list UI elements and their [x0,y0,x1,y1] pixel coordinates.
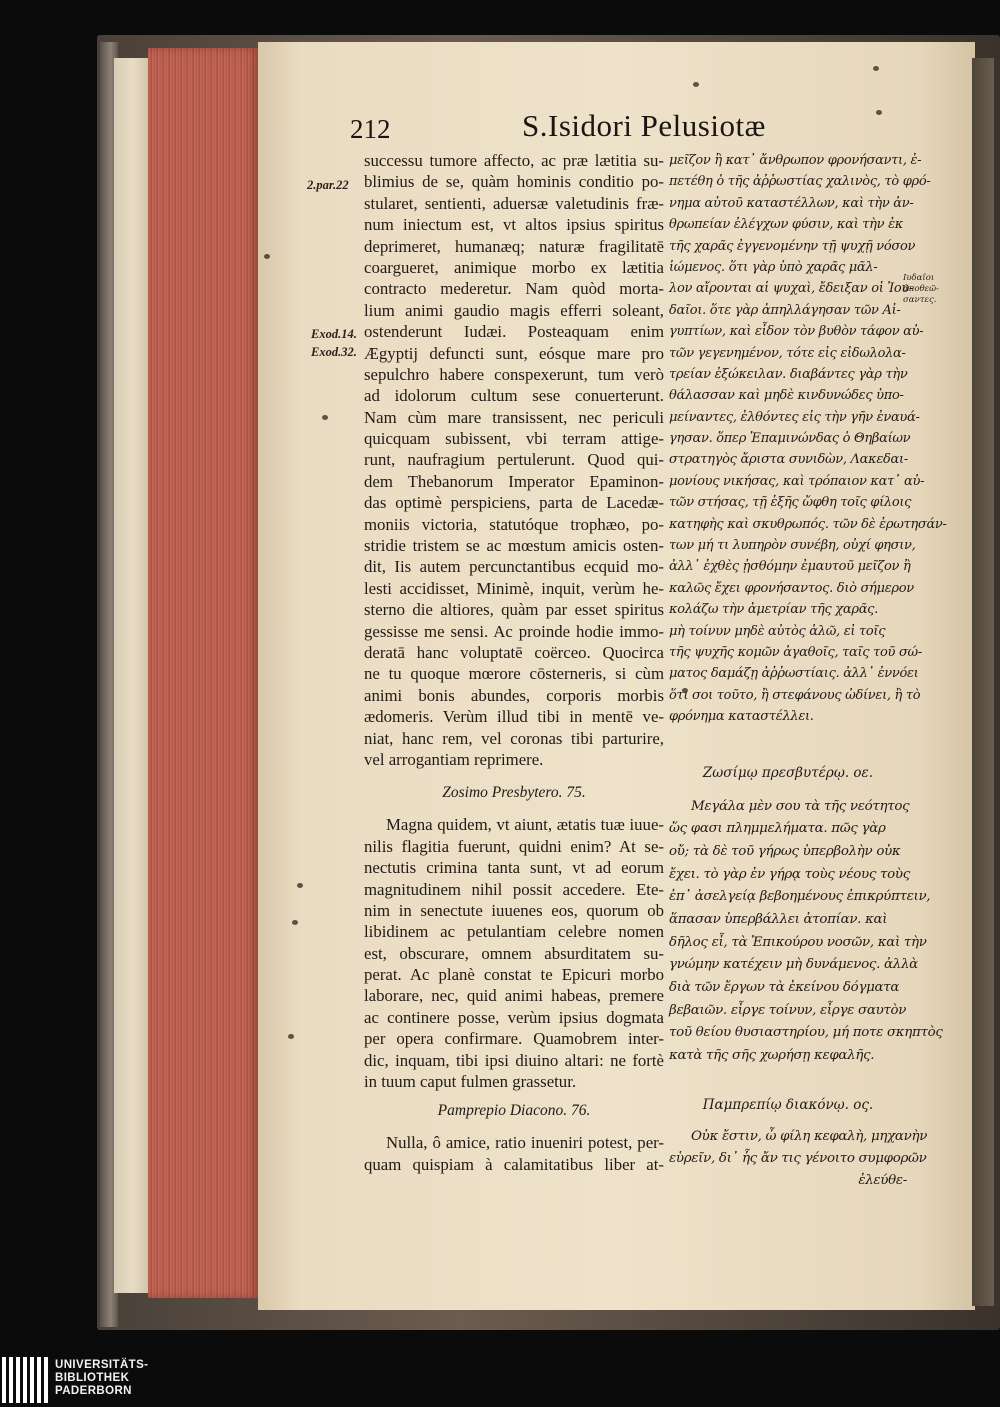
text-line: ἀλλ᾿ ἐχθὲς ᾐσθόμην ἐμαυτοῦ μεῖζον ἢ [669,559,911,575]
text-line: διὰ τῶν ἔργων τὰ ἐκείνου δόγματα [669,980,900,996]
text-line: blimius de se, quàm hominis conditio po- [364,172,664,192]
text-line: Magna quidem, vt aiunt, ætatis tuæ iuue- [386,815,664,835]
text-line: ostenderunt Iudæi. Posteaquam enim [364,322,664,342]
text-line: animi bonis abundes, corporis morbis [364,685,664,705]
text-line: stridie tristem se ac mœstum amicis osten- [364,536,664,556]
text-line: των μή τι λυπηρὸν συνέβη, οὐχί φησιν, [669,538,916,554]
text-line: ædomeris. Verùm illud tibi in mentē ve- [364,707,664,727]
front-pastedown [114,58,152,1293]
text-line: in tuum caput fulmen grassetur. [364,1072,577,1092]
latin-letter-74-end [364,150,664,770]
text-line: πετέθη ὁ τῆς ἀῤῥωστίας χαλινὸς, τὸ φρό- [669,174,931,190]
text-line: coargueret, animique morbo ex lætitia [364,257,664,277]
logo-line: BIBLIOTHEK [55,1372,130,1384]
text-line: deprimeret, humanæq; naturæ fragilitatē [364,236,664,256]
text-line: κολάζω τὴν ἀμετρίαν τῆς χαρᾶς. [669,602,878,618]
text-line: τῆς χαρᾶς ἐγγενομένην τῇ ψυχῇ νόσον [669,238,916,254]
text-line: nilis flagitia fuerunt, quidni enim? At se- [364,836,664,856]
text-line: per opera confirmare. Quamobrem inter- [364,1029,664,1049]
text-line: θάλασσαν καὶ μηδὲ κινδυνώδες ὑπο- [669,388,904,404]
text-line: perat. Ac planè constat te Epicuri morbo [364,965,664,985]
logo-line: PADERBORN [55,1385,132,1397]
text-line: μὴ τοίνυν μηδὲ αὐτὸς ἀλῶ, εἰ τοῖς [669,623,886,639]
text-line: ἐλεύθε- [858,1172,907,1188]
text-line: Ægyptij defuncti sunt, eósque mare pro [364,343,664,363]
letter-heading: Pamprepio Diacono. 76. [437,1102,591,1120]
greek-margin-line: ἀποθεῶ- [903,284,939,294]
running-head [350,108,780,148]
text-line: contracto mederetur. Nam quòd morta- [364,279,664,299]
text-line: deratā hanc voluptatē coërceo. Quocirca [364,642,664,662]
text-line: ἰώμενος. ὅτι γὰρ ὑπὸ χαρᾶς μᾶλ- [669,259,878,275]
text-line: est, obscurare, omnem absurditatem su- [364,943,664,963]
text-line: nim in senectute iuuenes eos, quorum ob [364,900,664,920]
latin-letter-75 [364,814,664,1092]
text-line: ματος δαμάζῃ ἀῤῥωστίαις. ἀλλ᾿ ἐννόει [669,666,919,682]
library-logo-icon [2,1357,50,1403]
margin-note: Exod.14. [311,327,357,341]
text-line: εὑρεῖν, δι᾿ ἧς ἄν τις γένοιτο συμφορῶν [669,1150,927,1166]
text-line: runt, naufragium pertulerunt. Quod qui- [364,450,664,470]
cover-board-right [972,58,994,1306]
text-line: μονίους νικήσας, καὶ τρόπαιον κατ᾿ αὐ- [669,473,925,489]
text-line: dit, Iis autem percunctantibus ecquid mo- [364,557,664,577]
text-line: δῆλος εἶ, τὰ Ἐπικούρου νοσῶν, καὶ τὴν [669,934,927,950]
text-line: vel arrogantiam reprimere. [364,749,544,769]
red-page-edges [148,48,260,1298]
text-line: ὥς φασι πλημμελήματα. πῶς γὰρ [669,821,886,837]
text-line: laborare, nec, quid animi habeas, premere [364,986,664,1006]
greek-letter-75 [669,796,943,1068]
text-line: dem Thebanorum Imperator Epaminon- [364,471,664,491]
text-line: dic, inquam, tibi ipsi diuino altari: ne fortè [364,1050,664,1070]
library-logo-text [55,1359,148,1398]
text-line: libidinem ac petulantiam celebre nomen [364,922,664,942]
text-line: τῶν στήσας, τῇ ἑξῆς ὤφθη τοῖς φίλοις [669,495,912,511]
text-line: κατηφὴς καὶ σκυθρωπός. τῶν δὲ ἐρωτησάν- [669,516,947,532]
worm-hole [292,920,298,925]
text-line: Nam cùm mare transissent, nec periculi [364,407,664,427]
text-line: magnitudinem nihil possit accedere. Ete- [364,879,664,899]
page-title: S.Isidori Pelusiotæ [522,108,766,143]
greek-letter-76 [669,1126,928,1192]
text-line: successu tumore affecto, ac præ lætitia su- [364,151,664,170]
text-line: φρόνημα καταστέλλει. [669,709,814,725]
text-line: νημα αὐτοῦ καταστέλλων, καὶ τὴν ἀν- [669,195,914,211]
text-line: οὔ; τὰ δὲ τοῦ γήρως ὑπερβολὴν οὐκ [669,843,901,859]
text-line: lesti accidisset, Minimè, inquit, verùm he- [364,578,664,598]
greek-margin-line: σαντες. [903,295,937,305]
letter-heading: Zosimo Presbytero. 75. [442,784,586,802]
text-line: στρατηγὸς ἄριστα συνιδὼν, Λακεδαι- [669,452,908,468]
text-line: ac continere posse, verùm ipsius dogmata [364,1007,664,1027]
text-line: δαῖοι. ὅτε γὰρ ἀπηλλάγησαν τῶν Αἰ- [669,302,901,318]
worm-hole [288,1034,294,1039]
text-line: das optimè perspiciens, parta de Lacedæ- [364,493,664,513]
logo-line: UNIVERSITÄTS- [55,1359,149,1371]
latin-letter-76 [364,1132,664,1175]
text-line: Nulla, ô amice, ratio inueniri potest, per- [386,1133,664,1153]
text-line: γνώμην κατέχειν μὴ δυνάμενος. ἀλλὰ [669,957,918,973]
text-line: ὅτι σοι τοῦτο, ἢ στεφάνους ὠδίνει, ἢ τὸ [669,687,921,703]
text-line: ἔχει. τὸ γὰρ ἐν γήρᾳ τοὺς νέους τοὺς [669,866,910,882]
latin-column [364,150,664,1175]
worm-hole [297,883,303,888]
text-line: Οὐκ ἔστιν, ὦ φίλη κεφαλὴ, μηχανὴν [691,1128,928,1144]
text-line: sepulchro habere conspexerunt, tum verò [364,364,664,384]
text-line: moniis victoria, statutóque trophæo, po- [364,514,664,534]
worm-hole [693,82,699,87]
text-line: sterno die altiores, quàm par esset spiritus [364,600,664,620]
text-line: ἐπ᾿ ἀσελγείᾳ βεβοημένους ἐπικρύπτειν, [669,889,931,905]
text-line: quam quispiam à calamitatibus liber at- [364,1154,664,1174]
text-line: gessisse me sensi. Ac proinde hodie immo- [364,621,664,641]
worm-hole [873,66,879,71]
text-line: τῶν γεγενημένον, τότε εἰς εἰδωλολα- [669,345,906,361]
text-line: τρείαν ἐξώκειλαν. διαβάντες γὰρ τὴν [669,366,908,382]
worm-hole [876,110,882,115]
text-line: γησαν. ὅπερ Ἐπαμινώνδας ὁ Θηβαίων [669,431,911,447]
text-line: γυπτίων, καὶ εἶδον τὸν βυθὸν τάφον αὐ- [669,324,924,340]
text-line: ἅπασαν ὑπερβάλλει ἀτοπίαν. καὶ [669,911,888,927]
text-line: niat, hanc rem, vel coronas tibi parturire, [364,728,664,748]
text-line: Μεγάλα μὲν σου τὰ τῆς νεότητος [691,798,910,814]
text-line: ad idolorum cultum sese conuerterunt. [364,386,664,406]
text-line: stularet, sentienti, aduersæ valetudinis fræ- [364,193,664,213]
worm-hole [322,415,328,420]
letter-heading: Παμπρεπίῳ διακόνῳ. ος. [702,1096,874,1113]
page-number: 212 [350,114,391,144]
text-line: καλῶς ἔχει φρονήσαντος. διὸ σήμερον [669,580,914,596]
footer-bar [0,1355,1000,1407]
margin-note: Exod.32. [311,345,357,359]
text-line: θρωπείαν ἐλέγχων φύσιν, καὶ τὴν ἐκ [669,217,903,233]
text-line: μεῖζον ἢ κατ᾿ ἄνθρωπον φρονήσαντι, ἐ- [669,153,922,168]
letter-heading: Ζωσίμῳ πρεσβυτέρῳ. οε. [702,764,874,781]
text-line: num iniectum est, vt altos ipsius spiritus [364,215,664,235]
text-line: nectutis crimina tanta sunt, vt ad eorum [364,858,664,878]
margin-note: 2.par.22 [307,178,349,192]
text-line: κατὰ τῆς σῆς χωρήσῃ κεφαλῆς. [669,1048,875,1064]
text-line: τοῦ θείου θυσιαστηρίου, μή ποτε σκηπτὸς [669,1025,943,1041]
text-line: τῆς ψυχῆς κομῶν ἀγαθοῖς, ταῖς τοῦ σώ- [669,644,922,660]
text-line: lium animi gaudio magis efferri soleant, [364,300,664,320]
text-line: βεβαιῶν. εἶργε τοίνυν, εἶργε σαυτὸν [669,1002,907,1018]
text-line: μείναντες, ἐλθόντες εἰς τὴν γῆν ἐναυά- [669,409,920,425]
text-line: quicquam subissent, vbi terram attige- [364,429,664,449]
greek-margin-line: Ιυδαῖοι [903,273,935,283]
text-line: ne tu quoque mœrore cōsterneris, si cùm [364,664,664,684]
worm-hole [264,254,270,259]
text-line: λον αἴρονται αἱ ψυχαὶ, ἔδειξαν οἱ Ἰου- [669,281,914,297]
